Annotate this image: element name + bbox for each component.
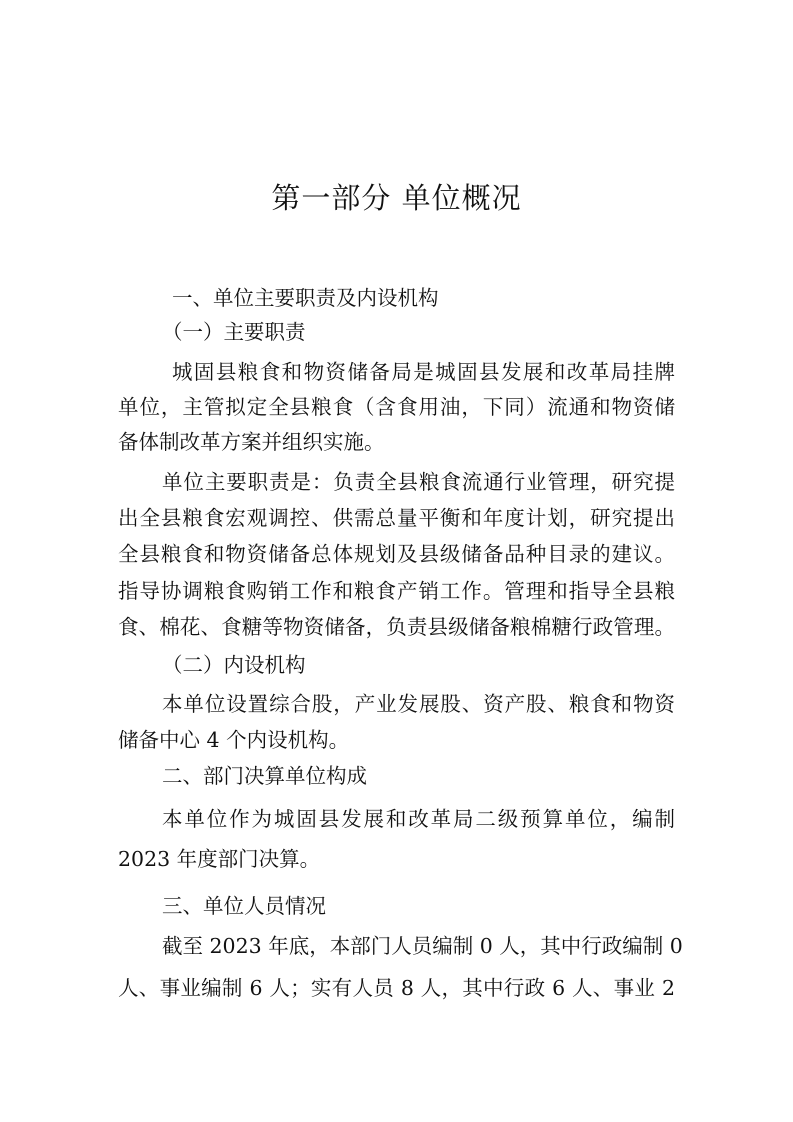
subsection-heading-structure: （二）内设机构 — [162, 653, 306, 677]
paragraph-line: 城固县粮食和物资储备局是城固县发展和改革局挂牌 — [172, 360, 675, 384]
paragraph-line: 单位，主管拟定全县粮食（含食用油，下同）流通和物资储 — [118, 395, 675, 419]
paragraph-line: 备体制改革方案并组织实施。 — [118, 430, 385, 454]
section-heading-3: 三、单位人员情况 — [162, 894, 326, 918]
paragraph-line: 本单位设置综合股，产业发展股、资产股、粮食和物资 — [162, 692, 675, 716]
paragraph-line: 出全县粮食宏观调控、供需总量平衡和年度计划，研究提出 — [118, 506, 675, 530]
paragraph-line: 单位主要职责是：负责全县粮食流通行业管理，研究提 — [162, 470, 675, 494]
section-heading-2: 二、部门决算单位构成 — [162, 764, 367, 788]
paragraph-line: 指导协调粮食购销工作和粮食产销工作。管理和指导全县粮 — [118, 579, 675, 603]
paragraph-line: 本单位作为城固县发展和改革局二级预算单位，编制 — [162, 807, 675, 831]
paragraph-line: 储备中心 4 个内设机构。 — [118, 728, 350, 752]
paragraph-line: 人、事业编制 6 人；实有人员 8 人，其中行政 6 人、事业 2 — [118, 976, 675, 1000]
paragraph-line: 截至 2023 年底，本部门人员编制 0 人，其中行政编制 0 — [162, 934, 683, 958]
paragraph-line: 食、棉花、食糖等物资储备，负责县级储备粮棉糖行政管理。 — [118, 615, 675, 639]
page-title: 第一部分 单位概况 — [271, 181, 522, 215]
paragraph-line: 2023 年度部门决算。 — [118, 847, 321, 871]
section-heading-1: 一、单位主要职责及内设机构 — [172, 286, 439, 310]
paragraph-line: 全县粮食和物资储备总体规划及县级储备品种目录的建议。 — [118, 542, 675, 566]
subsection-heading-duties: （一）主要职责 — [162, 320, 306, 344]
